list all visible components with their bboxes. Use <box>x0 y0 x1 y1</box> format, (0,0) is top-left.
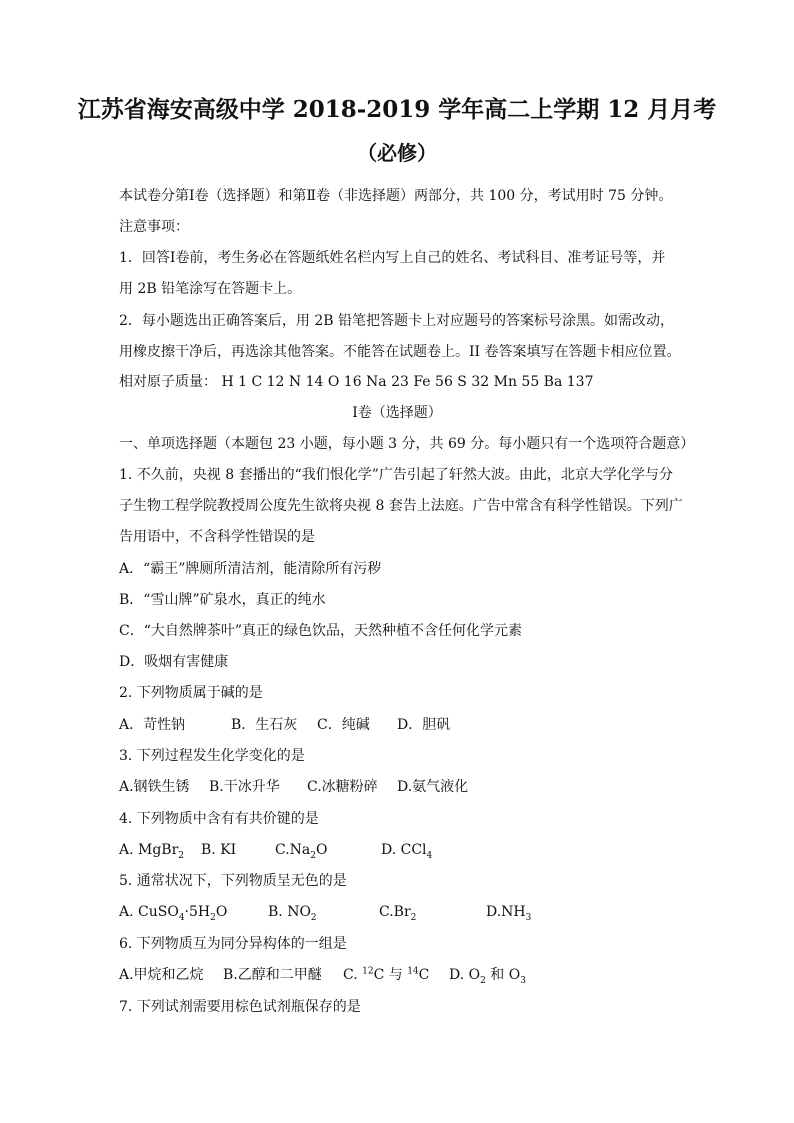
q1-option-b: B．“雪山牌”矿泉水，真正的纯水 <box>119 592 326 608</box>
q5-options <box>119 901 531 923</box>
q7-stem: 7. 下列试剂需要用棕色试剂瓶保存的是 <box>119 999 361 1015</box>
intro-line: 本试卷分第Ⅰ卷（选择题）和第Ⅱ卷（非选择题）两部分，共 100 分，考试用时 75 分钟。 <box>119 188 673 204</box>
q6-option-c: C. $^{12}$C 与 $^{14}$C <box>343 966 430 983</box>
q6-option-a: A.甲烷和乙烷 <box>119 967 204 983</box>
q4-option-a: A. MgBr$_2$ <box>119 842 185 861</box>
q2-option-d: D．胆矾 <box>397 717 451 733</box>
note-2-line-2: 用橡皮擦干净后，再选涂其他答案。不能答在试题卷上。II 卷答案填写在答题卡相应位置。 <box>119 344 681 360</box>
q4-option-b: B. KI <box>201 842 237 858</box>
q2-option-c: C．纯碱 <box>317 717 370 733</box>
q4-stem: 4. 下列物质中含有有共价键的是 <box>119 811 319 827</box>
section-1-instructions: 一、单项选择题（本题包 23 小题，每小题 3 分，共 69 分。每小题只有一个选项符合题意） <box>119 436 695 452</box>
exam-subtitle: （必修） <box>357 141 437 165</box>
q1-stem-line-3: 告用语中，不含科学性错误的是 <box>119 529 315 545</box>
q3-option-a: A.钢铁生锈 <box>119 779 190 795</box>
q5-stem: 5. 通常状况下，下列物质呈无色的是 <box>119 873 347 889</box>
q3-option-b: B.干冰升华 <box>209 779 280 795</box>
q4-options <box>119 839 432 861</box>
q4-option-c: $C.Na_2O$ <box>275 842 328 861</box>
q3-stem: 3. 下列过程发生化学变化的是 <box>119 748 305 764</box>
q6-stem: 6. 下列物质互为同分异构体的一组是 <box>119 936 347 952</box>
q1-option-c: C．“大自然牌茶叶”真正的绿色饮品，天然种植不含任何化学元素 <box>119 623 523 639</box>
note-1-line-2: 用 2B 铅笔涂写在答题卡上。 <box>119 281 302 297</box>
q6-option-b: B.乙醇和二甲醚 <box>223 967 322 983</box>
note-1-line-1: 1．回答Ⅰ卷前，考生务必在答题纸姓名栏内写上自己的姓名、考试科目、准考证号等，并 <box>119 250 666 266</box>
q3-options <box>119 776 468 798</box>
q1-option-a: A．“霸王”牌厕所清洁剂，能清除所有污秽 <box>119 561 382 577</box>
q5-option-c: $C.Br_2$ <box>379 904 417 923</box>
q1-stem-line-1: 1. 不久前，央视 8 套播出的“我们恨化学”广告引起了轩然大波。由此，北京大学化学与分 <box>119 467 673 483</box>
q1-stem-line-2: 子生物工程学院教授周公度先生欲将央视 8 套告上法庭。广告中常含有科学性错误。下列广 <box>119 498 683 514</box>
q3-option-c: C.冰糖粉碎 <box>307 779 378 795</box>
q5-option-d: $D.NH_3$ <box>486 904 532 923</box>
q2-option-b: B．生石灰 <box>231 717 298 733</box>
exam-title: 江苏省海安高级中学 2018-2019 学年高二上学期 12 月月考 <box>77 96 717 123</box>
atomic-mass-line: 相对原子质量： H 1 C 12 N 14 O 16 Na 23 Fe 56 S 32 Mn 55 Ba 137 <box>119 374 594 390</box>
q2-options <box>119 714 450 736</box>
q2-option-a: A．苛性钠 <box>119 717 186 733</box>
q1-option-d: D．吸烟有害健康 <box>119 654 229 670</box>
q2-stem: 2. 下列物质属于碱的是 <box>119 685 263 701</box>
section-1-heading: Ⅰ卷（选择题） <box>352 405 442 421</box>
note-2-line-1: 2．每小题选出正确答案后，用 2B 铅笔把答题卡上对应题号的答案标号涂黑。如需改动， <box>119 313 675 329</box>
q5-option-b: B. $NO_2$ <box>268 904 317 923</box>
q6-options <box>119 964 526 986</box>
q5-option-a: A. $CuSO_4\cdot 5H_2O$ <box>119 904 228 923</box>
notice-heading: 注意事项： <box>119 219 189 235</box>
q6-option-d: D. $O_2$ 和 $O_3$ <box>449 967 526 986</box>
q3-option-d: D.氨气液化 <box>397 779 469 795</box>
q4-option-d: D. CCl$_4$ <box>381 842 433 861</box>
